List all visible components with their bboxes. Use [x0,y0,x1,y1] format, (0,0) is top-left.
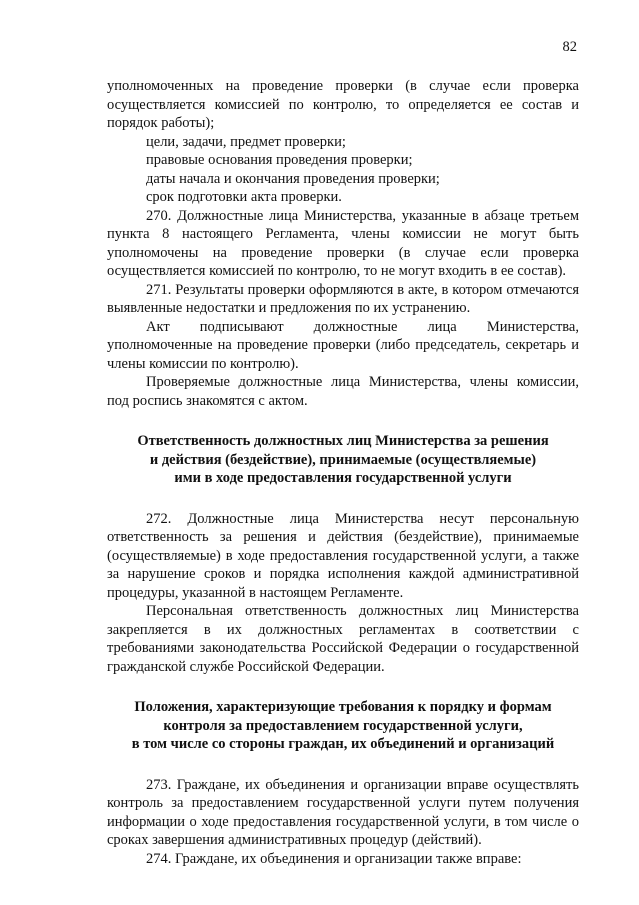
list-item: срок подготовки акта проверки. [146,189,342,205]
section-spacer [107,754,579,776]
list-item: цели, задачи, предмет проверки; [146,133,346,150]
paragraph: Проверяемые должностные лица Министерства, члены комиссии, под роспись знакомятся с актом. [107,374,579,409]
paragraph: уполномоченных на проведение проверки (в случае если проверка осуществляется комиссией по контролю, то определяется ее состав и порядок работы); [107,78,579,131]
section-heading-line: контроля за предоставлением государственной услуги, [163,717,523,734]
section-heading-line: Ответственность должностных лиц Министерства за решения [137,433,549,449]
paragraph: Персональная ответственность должностных лиц Министерства закрепляется в их должностных регламентах в соответствии с требованиями законодательства Российской Федерации о государственной гражданской службе Российской Федерации. [107,603,579,675]
paragraph: 274. Граждане, их объединения и организации также вправе: [146,850,522,867]
paragraph: Акт подписывают должностные лица Министерства, уполномоченные на проведение проверки (либо председатель, секретарь и члены комиссии по контролю). [107,318,579,372]
list-item: даты начала и окончания проведения проверки; [146,170,440,187]
list-item: правовые основания проведения проверки; [146,152,413,168]
section-spacer [107,488,579,510]
page-number: 82 [562,39,577,55]
paragraph: 272. Должностные лица Министерства несут персональную ответственность за решения и действия (бездействие), принимаемые (осуществляемые) в ходе предоставления государственной услуги, а также за нарушение сроков и порядка исполнения каждой административной процедуры, указанной в настоящем Регламенте. [107,510,579,601]
paragraph: 273. Граждане, их объединения и организации вправе осуществлять контроль за предоставлением государственной услуги путем получения информации о ходе предоставления государственной услуги, в том числе о сроках завершения административных процедур (действий). [107,776,579,848]
section-heading [107,432,579,488]
section-heading [107,698,579,754]
section-spacer [107,676,579,698]
document-body [107,77,579,868]
section-heading-line: в том числе со стороны граждан, их объединений и организаций [131,736,555,752]
paragraph: 270. Должностные лица Министерства, указанные в абзаце третьем пункта 8 настоящего Регламента, члены комиссии не могут быть уполномочены на проведение проверки (в случае если проверка осуществляется комиссией по контролю, то не могут входить в ее состав). [107,207,579,279]
paragraph: 271. Результаты проверки оформляются в акте, в котором отмечаются выявленные недостатки и предложения по их устранению. [107,281,579,316]
section-heading-line: ими в ходе предоставления государственной услуги [174,470,512,486]
section-spacer [107,410,579,432]
section-heading-line: и действия (бездействие), принимаемые (осуществляемые) [149,451,537,468]
section-heading-line: Положения, характеризующие требования к порядку и формам [134,699,552,715]
